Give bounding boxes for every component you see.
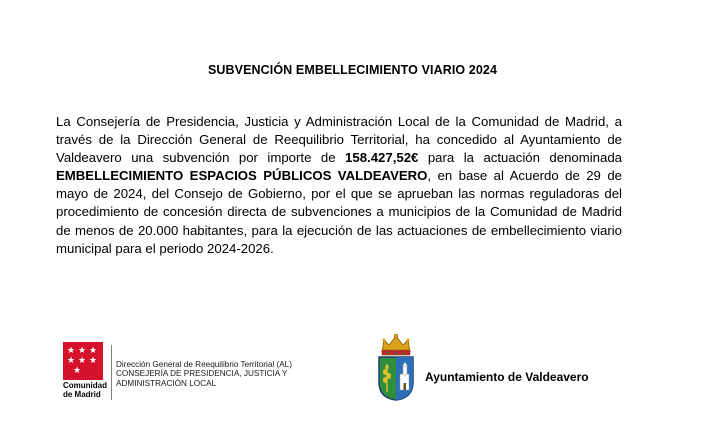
ayuntamiento-name: Ayuntamiento de Valdeavero (425, 370, 589, 384)
logo-divider (111, 345, 112, 400)
paragraph-text-2: para la actuación denominada (418, 150, 622, 166)
consejeria-line1: CONSEJERÍA DE PRESIDENCIA, JUSTICIA Y (116, 369, 288, 379)
project-name: EMBELLECIMIENTO ESPACIOS PÚBLICOS VALDEAVERO (56, 168, 428, 184)
subsidy-amount: 158.427,52€ (345, 150, 419, 166)
cm-logo-name (63, 382, 109, 399)
paragraph-text-1: La Consejería de Presidencia, Justicia y Administración Local de la Comunidad de Madrid, a través de la Dirección General de Reequilibrio Territorial, ha concedido al Ayuntamiento de Valdeavero una subvención por importe de (56, 114, 622, 166)
cm-logo-line1: Comunidad (63, 381, 107, 390)
direccion-general-line: Dirección General de Reequilibrio Territorial (AL) (116, 360, 292, 369)
paragraph-text-3: , en base al Acuerdo de 29 de mayo de 2024, del Consejo de Gobierno, por el que se aprueban las normas reguladoras del procedimiento de concesión directa de subvenciones a municipios de la Comunidad de Madrid de menos de 20.000 habitantes, para la ejecución de las actuaciones de embellecimiento viario municipal para el periodo 2024-2026. (56, 168, 622, 256)
consejeria-text (116, 360, 346, 388)
madrid-flag-icon: ★ ★ ★ ★ ★ ★ ★ (63, 342, 103, 380)
consejeria-line2: ADMINISTRACIÓN LOCAL (116, 378, 217, 388)
body-paragraph (56, 113, 622, 258)
document-title: SUBVENCIÓN EMBELLECIMIENTO VIARIO 2024 (207, 63, 498, 77)
valdeavero-coat-of-arms-icon (376, 332, 416, 402)
cm-logo-line2: de Madrid (63, 389, 101, 399)
comunidad-madrid-logo (63, 342, 109, 399)
